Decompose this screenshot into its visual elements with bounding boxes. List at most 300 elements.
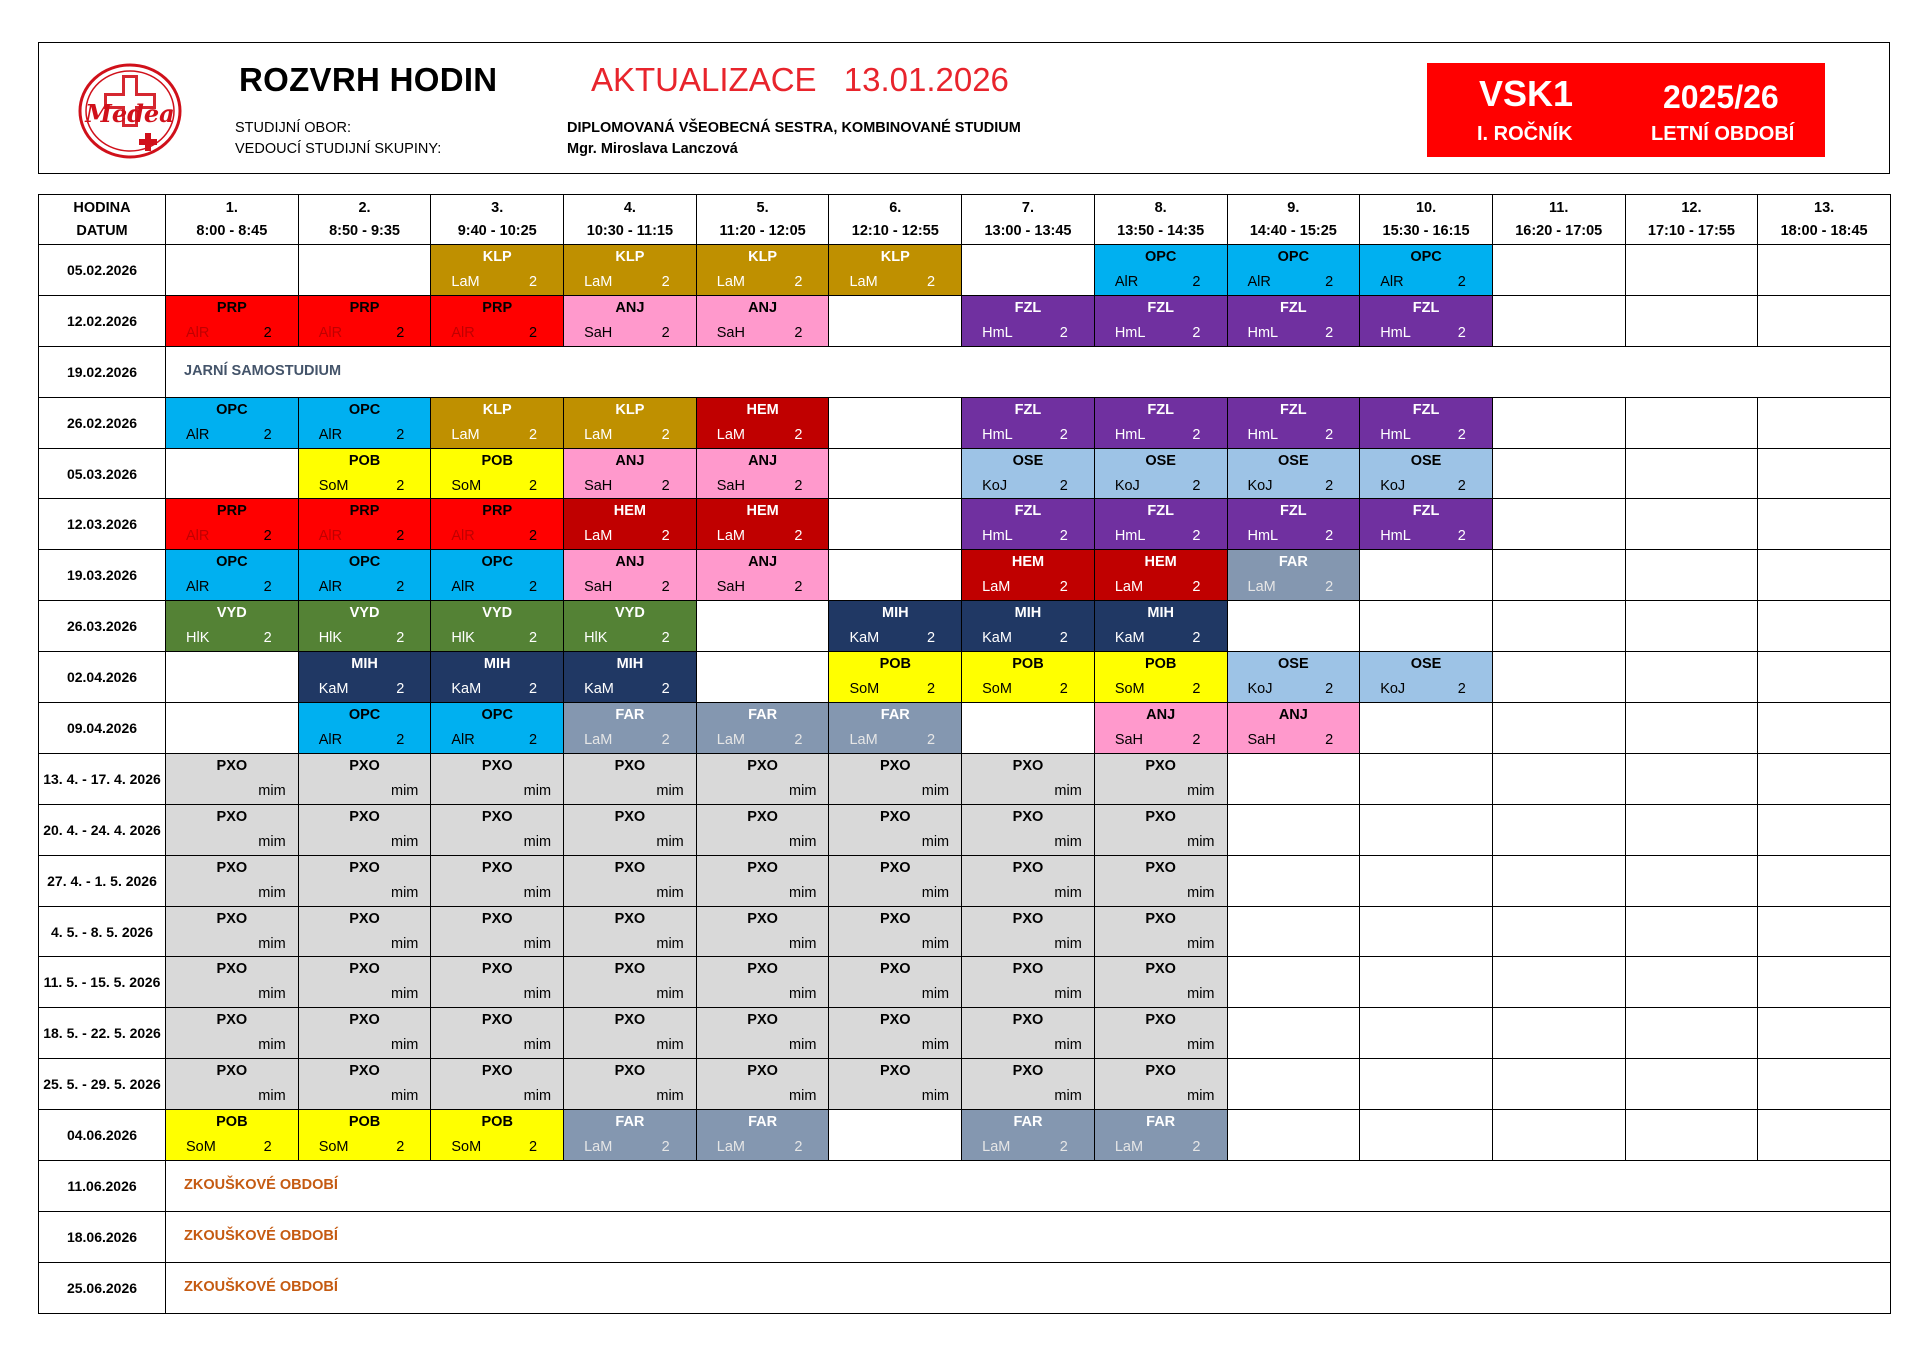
teacher-code: KoJ: [1247, 681, 1273, 698]
subject-code: POB: [481, 452, 513, 469]
empty-slot: [1360, 550, 1493, 601]
date-cell: 25. 5. - 29. 5. 2026: [39, 1059, 166, 1110]
empty-slot: [1492, 601, 1625, 652]
lesson-slot: [1094, 906, 1227, 957]
lesson-slot: [564, 448, 697, 499]
period-note-cell: [166, 346, 1891, 397]
lesson-slot: [1094, 245, 1227, 296]
teacher-code: AlR: [318, 426, 343, 443]
period-header: [166, 195, 299, 245]
teacher-code: LaM: [849, 274, 878, 290]
empty-slot: [1758, 906, 1891, 957]
lesson-hours: 2: [661, 681, 670, 698]
subject-code: POB: [481, 1114, 513, 1131]
lesson-slot: [696, 753, 829, 804]
lesson-slot: [962, 906, 1095, 957]
period-time: 10:30 - 11:15: [586, 222, 674, 239]
subject-code: FZL: [1280, 401, 1307, 418]
lesson-slot: [1227, 448, 1360, 499]
date-cell: 26.03.2026: [39, 601, 166, 652]
lesson-slot: [696, 703, 829, 754]
leader-value: Mgr. Miroslava Lanczová: [567, 141, 738, 157]
lesson-slot: [1360, 397, 1493, 448]
lesson-hours: 2: [1457, 426, 1466, 443]
empty-slot: [1492, 804, 1625, 855]
location-code: mim: [921, 833, 950, 850]
teacher-code: HmL: [982, 426, 1013, 443]
lesson-hours: 2: [661, 732, 670, 749]
lesson-slot: [1227, 652, 1360, 703]
lesson-slot: [298, 753, 431, 804]
date-cell: 20. 4. - 24. 4. 2026: [39, 804, 166, 855]
subject-code: PXO: [216, 808, 248, 825]
teacher-code: HmL: [1247, 426, 1279, 443]
subject-code: FZL: [1147, 299, 1174, 316]
empty-slot: [1625, 855, 1758, 906]
subject-code: PXO: [216, 859, 248, 876]
teacher-code: LaM: [1114, 579, 1144, 596]
subject-code: PXO: [1145, 808, 1176, 825]
subject-code: HEM: [746, 401, 779, 418]
lesson-slot: [696, 295, 829, 346]
empty-slot: [1758, 601, 1891, 652]
subject-code: PXO: [614, 808, 646, 825]
empty-slot: [1625, 499, 1758, 550]
subject-code: ANJ: [748, 299, 778, 316]
empty-slot: [1360, 957, 1493, 1008]
location-code: mim: [390, 833, 419, 850]
location-code: mim: [656, 1088, 684, 1105]
subject-code: OPC: [481, 707, 513, 724]
subject-code: OSE: [1410, 656, 1442, 673]
date-cell: 12.03.2026: [39, 499, 166, 550]
teacher-code: LaM: [1247, 579, 1276, 596]
empty-slot: [1625, 448, 1758, 499]
schedule-row: [39, 753, 1891, 804]
lesson-slot: [431, 906, 564, 957]
empty-slot: [1227, 855, 1360, 906]
subject-code: PXO: [747, 808, 778, 825]
teacher-code: AlR: [186, 324, 210, 341]
period-number: 6.: [889, 199, 902, 216]
lesson-slot: [564, 1110, 697, 1161]
lesson-hours: 2: [794, 528, 803, 545]
lesson-slot: [564, 804, 697, 855]
lesson-hours: 2: [1192, 477, 1201, 494]
subject-code: FZL: [1014, 401, 1042, 418]
lesson-slot: [298, 703, 431, 754]
empty-slot: [1360, 1008, 1493, 1059]
lesson-hours: 2: [927, 630, 936, 647]
empty-slot: [696, 601, 829, 652]
teacher-code: KoJ: [1247, 477, 1273, 494]
lesson-hours: 2: [661, 426, 670, 443]
lesson-slot: [298, 652, 431, 703]
empty-slot: [1758, 499, 1891, 550]
subject-code: MIH: [1014, 605, 1042, 622]
lesson-slot: [1227, 245, 1360, 296]
lesson-slot: [962, 957, 1095, 1008]
period-number: 7.: [1021, 199, 1035, 216]
empty-slot: [1227, 601, 1360, 652]
empty-slot: [1758, 703, 1891, 754]
schedule-row: [39, 1262, 1891, 1313]
lesson-hours: 2: [1192, 681, 1201, 698]
lesson-hours: 2: [396, 324, 405, 341]
lesson-slot: [1227, 397, 1360, 448]
subject-code: PXO: [1012, 757, 1044, 774]
empty-slot: [1758, 550, 1891, 601]
lesson-slot: [696, 855, 829, 906]
lesson-hours: 2: [1059, 630, 1068, 647]
lesson-slot: [298, 1059, 431, 1110]
empty-slot: [1625, 1008, 1758, 1059]
subject-code: PXO: [1145, 1063, 1176, 1080]
teacher-code: AlR: [1380, 274, 1404, 290]
teacher-code: AlR: [451, 324, 475, 341]
empty-slot: [1625, 397, 1758, 448]
teacher-code: KaM: [584, 681, 614, 698]
lesson-hours: 2: [1457, 528, 1466, 545]
subject-code: PXO: [216, 757, 248, 774]
period-time: 8:00 - 8:45: [196, 222, 268, 239]
teacher-code: SoM: [1114, 681, 1145, 698]
subject-code: PXO: [1012, 808, 1044, 825]
lesson-hours: 2: [528, 732, 538, 749]
period-time: 11:20 - 12:05: [719, 222, 806, 239]
subject-code: PXO: [216, 1012, 248, 1029]
subject-code: POB: [216, 1114, 248, 1131]
date-cell: 05.03.2026: [39, 448, 166, 499]
subject-code: PXO: [481, 1012, 513, 1029]
teacher-code: LaM: [982, 1139, 1011, 1156]
lesson-slot: [298, 295, 431, 346]
lesson-hours: 2: [528, 630, 538, 647]
lesson-slot: [1094, 652, 1227, 703]
lesson-slot: [166, 906, 299, 957]
period-note-cell: [166, 1211, 1891, 1262]
location-code: mim: [390, 935, 419, 952]
subject-code: PXO: [1145, 910, 1176, 927]
subject-code: ANJ: [615, 299, 645, 316]
subject-code: ANJ: [1278, 707, 1308, 724]
lesson-slot: [564, 550, 697, 601]
lesson-slot: [962, 652, 1095, 703]
subject-code: OSE: [1410, 452, 1442, 469]
teacher-code: HlK: [451, 630, 475, 647]
lesson-slot: [962, 550, 1095, 601]
subject-code: PXO: [747, 961, 778, 978]
schedule-row: [39, 550, 1891, 601]
lesson-slot: [962, 1110, 1095, 1161]
empty-slot: [829, 397, 962, 448]
lesson-slot: [1094, 397, 1227, 448]
empty-slot: [166, 652, 299, 703]
lesson-slot: [1094, 1008, 1227, 1059]
period-time: 18:00 - 18:45: [1780, 222, 1868, 239]
lesson-hours: 2: [927, 274, 936, 290]
location-code: mim: [390, 986, 419, 1003]
teacher-code: AlR: [186, 426, 210, 443]
lesson-slot: [431, 652, 564, 703]
empty-slot: [1492, 703, 1625, 754]
teacher-code: HlK: [186, 630, 210, 647]
location-code: mim: [258, 782, 286, 799]
subject-code: HEM: [613, 503, 647, 520]
teacher-code: LaM: [451, 426, 480, 443]
empty-slot: [1758, 855, 1891, 906]
medea-logo: [75, 61, 185, 161]
lesson-slot: [696, 906, 829, 957]
subject-code: FAR: [615, 1114, 645, 1131]
teacher-code: AlR: [186, 528, 210, 545]
lesson-slot: [166, 295, 299, 346]
lesson-slot: [166, 499, 299, 550]
lesson-slot: [1360, 499, 1493, 550]
schedule-row: [39, 245, 1891, 296]
empty-slot: [1625, 703, 1758, 754]
lesson-slot: [962, 295, 1095, 346]
period-note: ZKOUŠKOVÉ OBDOBÍ: [184, 1227, 338, 1244]
subject-code: PXO: [879, 961, 911, 978]
lesson-slot: [564, 855, 697, 906]
teacher-code: LaM: [584, 528, 613, 545]
lesson-slot: [962, 601, 1095, 652]
date-cell: 11. 5. - 15. 5. 2026: [39, 957, 166, 1008]
location-code: mim: [390, 1088, 419, 1105]
empty-slot: [962, 703, 1095, 754]
subject-code: POB: [348, 452, 381, 469]
subject-code: PXO: [349, 961, 380, 978]
empty-slot: [1492, 295, 1625, 346]
location-code: mim: [258, 884, 286, 901]
lesson-hours: 2: [396, 579, 405, 596]
lesson-hours: 2: [661, 528, 670, 545]
lesson-hours: 2: [1192, 732, 1201, 749]
subject-code: HEM: [1011, 554, 1045, 571]
lesson-hours: 2: [1192, 528, 1201, 545]
period-header: [564, 195, 697, 245]
subject-code: MIH: [483, 656, 511, 673]
location-code: mim: [1187, 782, 1215, 799]
empty-slot: [1492, 753, 1625, 804]
lesson-slot: [298, 499, 431, 550]
lesson-hours: 2: [1192, 630, 1201, 647]
subject-code: OSE: [1278, 656, 1309, 673]
teacher-code: LaM: [584, 426, 613, 443]
lesson-hours: 2: [794, 732, 803, 749]
teacher-code: LaM: [982, 579, 1011, 596]
teacher-code: KoJ: [1114, 477, 1140, 494]
lesson-slot: [1094, 703, 1227, 754]
subject-code: PXO: [879, 1012, 911, 1029]
subject-code: FAR: [880, 707, 910, 724]
date-cell: 25.06.2026: [39, 1262, 166, 1313]
location-code: mim: [1054, 1088, 1082, 1105]
lesson-hours: 2: [263, 426, 272, 443]
subject-code: FZL: [1412, 503, 1440, 520]
period-number: 2.: [358, 199, 371, 216]
date-cell: 27. 4. - 1. 5. 2026: [39, 855, 166, 906]
subject-code: PXO: [481, 808, 513, 825]
location-code: mim: [921, 935, 950, 952]
subject-code: PXO: [1012, 961, 1044, 978]
lesson-slot: [431, 1008, 564, 1059]
teacher-code: KaM: [1114, 630, 1145, 647]
lesson-hours: 2: [661, 579, 670, 596]
schedule-row: [39, 1161, 1891, 1212]
date-cell: 04.06.2026: [39, 1110, 166, 1161]
empty-slot: [166, 448, 299, 499]
empty-slot: [1360, 601, 1493, 652]
lesson-slot: [564, 753, 697, 804]
subject-code: POB: [348, 1114, 381, 1131]
lesson-slot: [696, 804, 829, 855]
teacher-code: AlR: [318, 528, 343, 545]
empty-slot: [696, 652, 829, 703]
subject-code: OPC: [481, 554, 513, 571]
subject-code: PXO: [614, 757, 646, 774]
schedule-row: [39, 1008, 1891, 1059]
lesson-hours: 2: [396, 1139, 405, 1156]
subject-code: VYD: [349, 605, 380, 622]
date-cell: 18. 5. - 22. 5. 2026: [39, 1008, 166, 1059]
period-time: 16:20 - 17:05: [1515, 222, 1603, 239]
teacher-code: LaM: [849, 732, 878, 749]
teacher-code: SoM: [982, 681, 1012, 698]
subject-code: VYD: [614, 605, 645, 622]
empty-slot: [1758, 957, 1891, 1008]
teacher-code: SaH: [716, 324, 745, 341]
location-code: mim: [258, 986, 286, 1003]
empty-slot: [1360, 703, 1493, 754]
location-code: mim: [523, 884, 552, 901]
empty-slot: [1625, 295, 1758, 346]
subject-code: PXO: [1145, 961, 1176, 978]
teacher-code: SoM: [849, 681, 880, 698]
date-cell: 05.02.2026: [39, 245, 166, 296]
empty-slot: [1625, 601, 1758, 652]
empty-slot: [166, 703, 299, 754]
corner-bottom: DATUM: [76, 222, 128, 239]
lesson-slot: [1227, 499, 1360, 550]
teacher-code: SaH: [584, 579, 613, 596]
subject-code: PXO: [349, 808, 380, 825]
period-number: 5.: [756, 199, 769, 216]
empty-slot: [298, 245, 431, 296]
subject-code: KLP: [615, 249, 645, 265]
lesson-slot: [166, 855, 299, 906]
teacher-code: HmL: [982, 528, 1013, 545]
period-header: [1492, 195, 1625, 245]
location-code: mim: [390, 1037, 419, 1054]
subject-code: PRP: [216, 503, 247, 520]
date-cell: 12.02.2026: [39, 295, 166, 346]
lesson-hours: 2: [396, 528, 405, 545]
lesson-slot: [696, 245, 829, 296]
lesson-slot: [696, 550, 829, 601]
subject-code: FZL: [1280, 503, 1307, 520]
period-header: [696, 195, 829, 245]
lesson-hours: 2: [528, 324, 538, 341]
subject-code: PXO: [747, 910, 778, 927]
subject-code: PXO: [614, 859, 646, 876]
period-time: 13:00 - 13:45: [984, 222, 1072, 239]
subject-code: PXO: [614, 910, 646, 927]
subject-code: PRP: [216, 299, 247, 316]
lesson-slot: [166, 804, 299, 855]
location-code: mim: [390, 782, 419, 799]
empty-slot: [1360, 804, 1493, 855]
subject-code: PXO: [481, 961, 513, 978]
teacher-code: AlR: [318, 324, 343, 341]
lesson-slot: [962, 1059, 1095, 1110]
subject-code: PXO: [879, 910, 911, 927]
lesson-hours: 2: [263, 1139, 272, 1156]
lesson-hours: 2: [794, 579, 803, 596]
location-code: mim: [258, 935, 286, 952]
lesson-hours: 2: [1457, 274, 1466, 290]
period-time: 9:40 - 10:25: [457, 222, 537, 239]
lesson-slot: [829, 703, 962, 754]
subject-code: FZL: [1014, 503, 1042, 520]
lesson-slot: [1094, 957, 1227, 1008]
lesson-hours: 2: [263, 579, 272, 596]
lesson-slot: [431, 499, 564, 550]
lesson-hours: 2: [661, 477, 670, 494]
schedule-row: [39, 804, 1891, 855]
empty-slot: [1492, 957, 1625, 1008]
teacher-code: HlK: [584, 630, 608, 647]
teacher-code: SaH: [584, 324, 613, 341]
lesson-slot: [166, 957, 299, 1008]
teacher-code: SaH: [1114, 732, 1144, 749]
teacher-code: LaM: [716, 528, 745, 545]
lesson-hours: 2: [661, 1139, 670, 1156]
lesson-hours: 2: [661, 274, 670, 290]
lesson-slot: [696, 1110, 829, 1161]
lesson-slot: [829, 804, 962, 855]
lesson-slot: [166, 753, 299, 804]
lesson-hours: 2: [1059, 528, 1068, 545]
lesson-slot: [564, 397, 697, 448]
subject-code: ANJ: [615, 554, 645, 571]
lesson-hours: 2: [396, 681, 405, 698]
lesson-hours: 2: [528, 426, 538, 443]
subject-code: OSE: [1012, 452, 1044, 469]
location-code: mim: [656, 986, 684, 1003]
lesson-slot: [431, 1059, 564, 1110]
lesson-slot: [298, 957, 431, 1008]
lesson-hours: 2: [1457, 477, 1466, 494]
subject-code: VYD: [216, 605, 247, 622]
lesson-slot: [962, 804, 1095, 855]
empty-slot: [1492, 245, 1625, 296]
teacher-code: KaM: [451, 681, 482, 698]
subject-code: PXO: [879, 808, 911, 825]
lesson-slot: [298, 397, 431, 448]
date-cell: 18.06.2026: [39, 1211, 166, 1262]
teacher-code: SoM: [318, 1139, 349, 1156]
lesson-hours: 2: [1192, 274, 1201, 290]
empty-slot: [829, 499, 962, 550]
period-time: 12:10 - 12:55: [851, 222, 939, 239]
lesson-slot: [1094, 855, 1227, 906]
lesson-slot: [1094, 1110, 1227, 1161]
date-cell: 26.02.2026: [39, 397, 166, 448]
lesson-slot: [166, 550, 299, 601]
period-number: 11.: [1549, 199, 1569, 216]
